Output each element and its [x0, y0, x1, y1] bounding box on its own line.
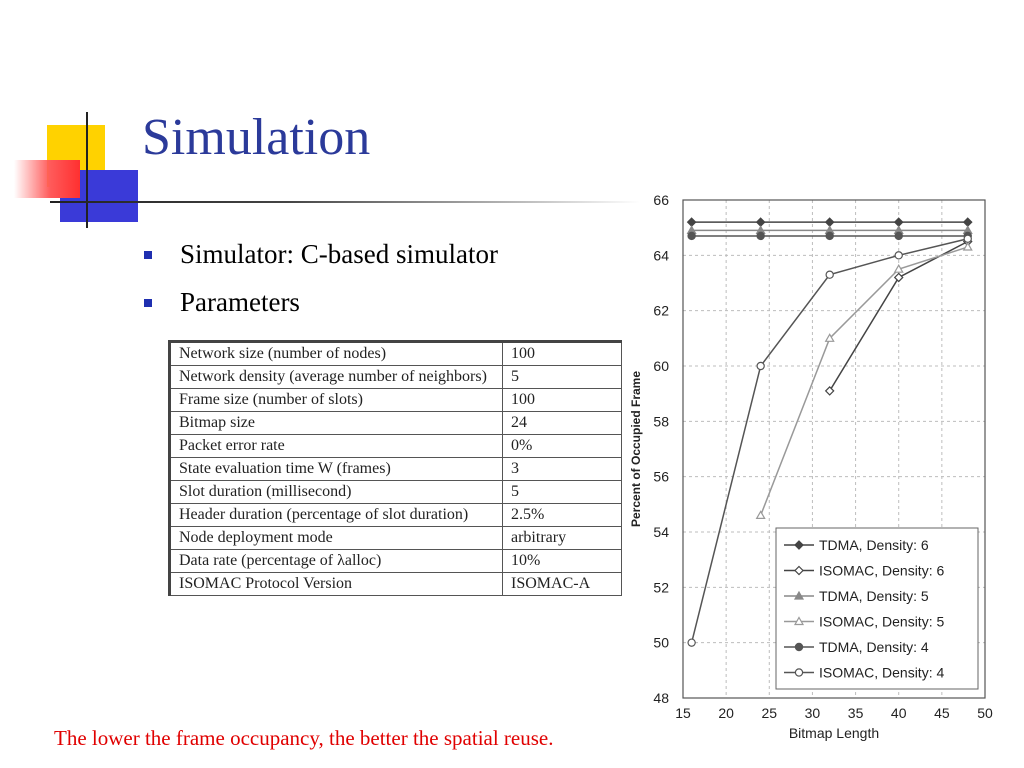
param-value-cell: 3 — [503, 458, 622, 481]
legend-label: ISOMAC, Density: 6 — [819, 562, 945, 579]
data-point — [895, 232, 902, 239]
legend-marker — [795, 643, 802, 650]
bullet-square-icon — [144, 251, 152, 259]
x-tick-label: 50 — [977, 705, 993, 721]
data-point — [826, 232, 833, 239]
y-tick-label: 60 — [653, 358, 669, 374]
param-value-cell: 0% — [503, 435, 622, 458]
param-value-cell: ISOMAC-A — [503, 573, 622, 596]
series-5 — [688, 232, 971, 239]
param-value-cell: 24 — [503, 412, 622, 435]
x-tick-label: 30 — [804, 705, 821, 721]
param-value-cell: 100 — [503, 342, 622, 366]
data-point — [895, 218, 903, 226]
data-point — [688, 232, 695, 239]
y-tick-label: 62 — [653, 302, 669, 319]
table-row — [170, 504, 622, 527]
param-value-cell: 10% — [503, 550, 622, 573]
param-value-cell: 100 — [503, 389, 622, 412]
data-point — [757, 362, 764, 369]
data-point — [895, 273, 903, 281]
bullet-list — [142, 236, 498, 332]
y-tick-label: 48 — [653, 690, 669, 706]
y-tick-label: 66 — [653, 192, 669, 208]
param-value-cell: 5 — [503, 366, 622, 389]
legend-label: TDMA, Density: 4 — [819, 639, 929, 655]
data-point — [964, 218, 972, 226]
param-value-cell: 5 — [503, 481, 622, 504]
legend-label: ISOMAC, Density: 5 — [819, 613, 945, 630]
legend-label: TDMA, Density: 5 — [819, 588, 929, 604]
table-row — [170, 527, 622, 550]
data-point — [826, 387, 834, 395]
bullet-item — [142, 284, 498, 332]
bullet-text: Parameters — [180, 287, 300, 317]
table-row — [170, 389, 622, 412]
table-row — [170, 458, 622, 481]
data-point — [757, 218, 765, 226]
legend-label: TDMA, Density: 6 — [819, 537, 929, 553]
data-point — [688, 639, 695, 646]
param-value-cell: 2.5% — [503, 504, 622, 527]
table-row — [170, 573, 622, 596]
data-point — [964, 235, 971, 242]
bullet-text: Simulator: C-based simulator — [180, 239, 498, 269]
data-point — [688, 218, 696, 226]
param-name-cell: State evaluation time W (frames) — [170, 458, 503, 481]
y-tick-label: 54 — [653, 524, 669, 540]
x-tick-label: 40 — [890, 705, 907, 721]
series-1 — [688, 218, 972, 226]
param-name-cell: Frame size (number of slots) — [170, 389, 503, 412]
footer-note: The lower the frame occupancy, the better the spatial reuse. — [54, 726, 554, 750]
data-point — [757, 232, 764, 239]
table-row — [170, 435, 622, 458]
y-axis-label: Percent of Occupied Frame — [629, 370, 643, 528]
data-point — [826, 218, 834, 226]
occupancy-line-chart — [620, 188, 1000, 758]
y-tick-label: 64 — [653, 247, 669, 264]
parameters-table — [168, 340, 622, 596]
legend-marker — [795, 669, 802, 676]
y-tick-label: 56 — [653, 468, 669, 485]
param-name-cell: ISOMAC Protocol Version — [170, 573, 503, 596]
x-tick-label: 15 — [675, 705, 691, 721]
legend-label: ISOMAC, Density: 4 — [819, 664, 945, 681]
table-row — [170, 481, 622, 504]
x-tick-label: 45 — [934, 705, 950, 721]
x-tick-label: 35 — [847, 705, 864, 721]
data-point — [757, 511, 765, 518]
x-tick-label: 20 — [718, 705, 734, 721]
bullet-item — [142, 236, 498, 284]
param-name-cell: Node deployment mode — [170, 527, 503, 550]
data-point — [964, 243, 972, 250]
y-tick-label: 52 — [653, 579, 669, 596]
param-name-cell: Network size (number of nodes) — [170, 342, 503, 366]
param-name-cell: Network density (average number of neighbors) — [170, 366, 503, 389]
decor-vertical-line — [86, 112, 88, 228]
table-row — [170, 342, 622, 366]
param-name-cell: Bitmap size — [170, 412, 503, 435]
param-name-cell: Header duration (percentage of slot duration) — [170, 504, 503, 527]
series-line — [761, 247, 968, 515]
y-tick-label: 50 — [653, 634, 669, 651]
param-value-cell: arbitrary — [503, 527, 622, 550]
chart-legend — [776, 528, 978, 689]
table-row — [170, 550, 622, 573]
slide-title: Simulation — [142, 109, 371, 166]
param-name-cell: Packet error rate — [170, 435, 503, 458]
table-row — [170, 412, 622, 435]
title-underline — [50, 201, 640, 203]
x-axis-label: Bitmap Length — [788, 725, 880, 741]
data-point — [826, 271, 833, 278]
param-name-cell: Data rate (percentage of λalloc) — [170, 550, 503, 573]
table-row — [170, 366, 622, 389]
data-point — [895, 252, 902, 259]
bullet-square-icon — [144, 299, 152, 307]
x-tick-label: 25 — [761, 705, 778, 721]
param-name-cell: Slot duration (millisecond) — [170, 481, 503, 504]
decor-red-block — [14, 160, 80, 198]
y-tick-label: 58 — [653, 413, 669, 430]
